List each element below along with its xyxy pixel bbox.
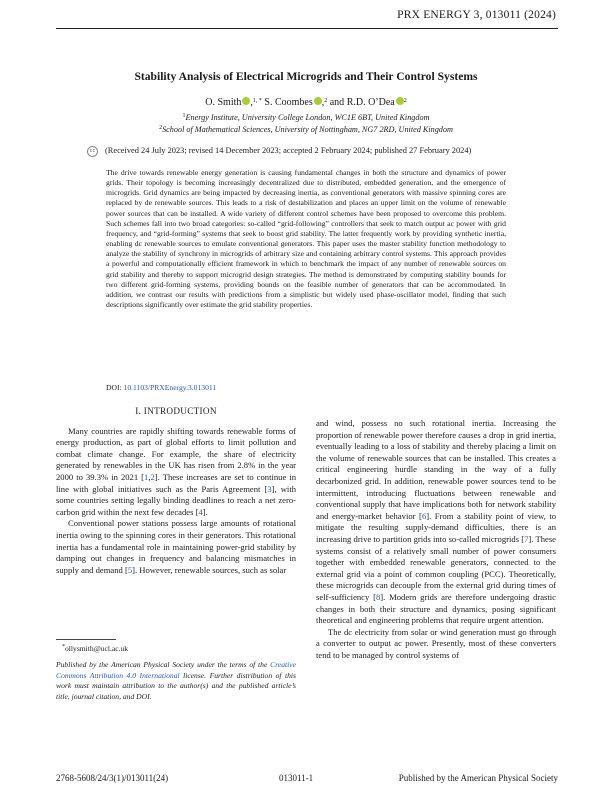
doi-line (106, 383, 216, 392)
author-name[interactable]: S. Coombes (264, 97, 313, 108)
citation-link[interactable]: 2 (150, 471, 155, 482)
text-run: Conventional power stations possess large amounts of rotational inertia owing to the spinning cores in their generators. This rotational inertia has a fundamental role in maintaining power-grid stability by damping out changes in frequency and balancing mismatches in supply and demand [ (56, 518, 296, 575)
creative-commons-icon: cc (87, 146, 98, 157)
footnote-marker: * (62, 644, 65, 650)
doi-link[interactable]: 10.1103/PRXEnergy.3.013011 (123, 383, 217, 392)
author-separator: , (250, 97, 253, 108)
author-affil-marker: 2 (403, 98, 407, 104)
affiliation (0, 125, 612, 134)
footnote-rule (56, 639, 116, 640)
email-link[interactable]: ollysmith@ucl.ac.uk (65, 644, 129, 653)
page-number: 013011-1 (279, 773, 314, 783)
citation-link[interactable]: 4 (198, 506, 203, 517)
citation-link[interactable]: 1 (144, 471, 149, 482)
citation-link[interactable]: 7 (524, 533, 529, 544)
text-run: and wind, possess no such rotational inertia. Increasing the proportion of renewable power therefore causes a drop in grid inertia, eventually leading to a loss of stability and thereby placing a limit on the volume of renewable sources that can be installed. This creates a critical engineering hurdle standing in the way of a fully decarbonized grid. In addition, renewable power sources tend to be intermittent, introducing fluctuations between renewable and conventional supply that have implications both for network stability and energy-market behavior [ (316, 418, 556, 521)
text-run: license. Further distribution of this work must maintain attribution to the author(s) and the published article’s title, journal citation, and DOI. (56, 670, 296, 701)
section-heading: I. INTRODUCTION (135, 406, 217, 416)
author-separator: and (329, 97, 345, 108)
corresponding-email (62, 644, 128, 653)
left-column (56, 406, 296, 576)
doi-label: DOI: (106, 383, 122, 392)
text-run: ], with some countries setting legally binding deadlines to reach a net zero-carbon grid within the next few decades [ (56, 483, 296, 517)
author-affil-marker: 2 (324, 98, 328, 104)
author-name[interactable]: O. Smith (205, 97, 242, 108)
citation-link[interactable]: 5 (127, 564, 133, 575)
license-link[interactable]: Creative Commons Attribution 4.0 International (56, 660, 296, 680)
text-run: Many countries are rapidly shifting towards renewable forms of energy production, as part of global efforts to limit pollution and combat climate change. For example, the share of electricity generated by renewables in the UK has risen from 2.8% in the year 2000 to 39.3% in 2021 [ (56, 425, 296, 482)
publication-history: (Received 24 July 2023; revised 14 December 2023; accepted 2 February 2024; published 27 February 2024) (105, 146, 472, 155)
text-run: , (148, 471, 151, 482)
citation-link[interactable]: 8 (375, 591, 381, 602)
header-rule (56, 28, 558, 29)
right-column (316, 418, 556, 661)
text-run: ]. However, renewable sources, such as solar (132, 564, 287, 575)
author-list (0, 97, 612, 108)
author-separator: , (321, 97, 325, 108)
citation-link[interactable]: 3 (267, 483, 272, 494)
text-run: ]. (202, 506, 208, 517)
license-note (56, 660, 296, 702)
author-name[interactable]: R.D. O’Dea (346, 97, 395, 108)
paragraph (56, 518, 296, 576)
paragraph (56, 426, 296, 519)
orcid-icon[interactable] (396, 97, 404, 105)
article-title: Stability Analysis of Electrical Microgrids and Their Control Systems (134, 70, 478, 83)
abstract: The drive towards renewable energy generation is causing fundamental changes in both the structure and dynamics of power grids. Their topology is becoming increasingly decentralized due to distributed, embedded generation, and the emergence of microgrids. Grid dynamics are being impacted by decreasing inertia, as conventional generators with massive spinning cores are replaced by de renewable sources. This leads to a risk of destabilization and places an upper limit on the volume of renewable power sources that can be installed. A wide variety of different control schemes have been proposed to overcome this problem. Such schemes fall into two broad categories: so-called “grid-following” controllers that seek to match output ac power with grid frequency, and “grid-forming” systems that seek to boost grid stability. The latter frequently work by providing synthetic inertia, enabling dc renewable sources to emulate conventional generators. This paper uses the master stability function methodology to analyze the stability of synchrony in microgrids of arbitrary size and containing arbitrary control systems. This approach provides a powerful and computationally efficient framework in which to benchmark the impact of any number of renewable sources on grid stability and thereby to support microgrid design strategies. The method is demonstrated by computing stability bounds for two different grid-forming systems, providing bounds on the feasible number of generators that can be accommodated. In addition, we contrast our results with predictions from a simplistic but widely used phase-oscillator model, finding that such descriptions significantly over estimate the grid stability properties. (106, 168, 506, 310)
publisher-note: Published by the American Physical Society (398, 773, 558, 783)
text-run: Published by the American Physical Society under the terms of the (56, 660, 271, 669)
author-affil-marker: 1, * (252, 98, 262, 104)
text-run: ]. From a stability point of view, to mitigate the resulting supply-demand difficulties, there is an increasing drive to partition grids into so-called microgrids [ (316, 510, 557, 544)
paragraph: The dc electricity from solar or wind generation must go through a converter to output ac power. Presently, most of these converters tend to be managed by control systems of (316, 626, 556, 660)
text-run: ]. Modern grids are therefore undergoing drastic changes in both their structure and dynamics, posing significant theoretical and engineering problems that require urgent attention. (316, 591, 556, 626)
affiliation (0, 113, 612, 122)
text-run: ]. These increases are set to continue in line with global initiatives such as the Paris Agreement [ (56, 471, 296, 494)
affiliation-text: Energy Institute, University College London, WC1E 6BT, United Kingdom (185, 113, 430, 122)
citation-link[interactable]: 6 (421, 510, 427, 521)
affiliation-marker: 2 (159, 125, 163, 131)
affiliation-text: School of Mathematical Sciences, University of Nottingham, NG7 2RD, United Kingdom (162, 125, 453, 134)
affiliation-marker: 1 (182, 113, 186, 119)
issn-info: 2768-5608/24/3(1)/013011(24) (56, 773, 169, 783)
paragraph (316, 418, 556, 627)
text-run: ]. These systems consist of a relatively small number of power consumers together with embedded renewable generators, connected to the external grid via a point of common coupling (PCC). Theoretically, these microgrids can decouple from the external grid during times of self-sufficiency [ (316, 533, 556, 602)
running-header: PRX ENERGY 3, 013011 (2024) (397, 9, 556, 21)
orcid-icon[interactable] (314, 97, 322, 105)
